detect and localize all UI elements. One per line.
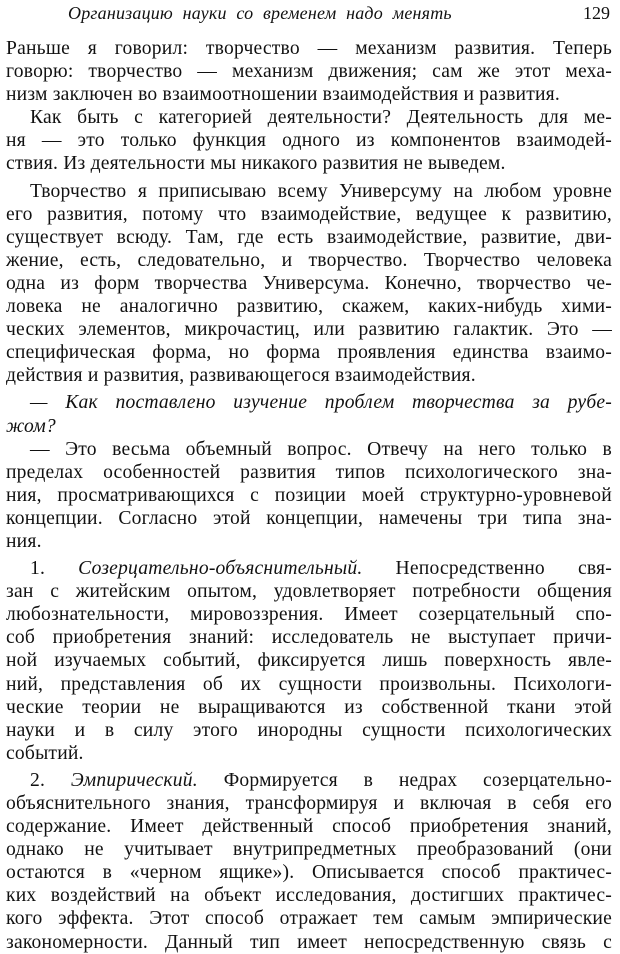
- item-first-line: Формируется в недрах созерцательно-: [223, 769, 612, 791]
- running-header: [6, 0, 612, 36]
- text-line: ний, представления об их сущности произвольны. Психологи-: [6, 673, 612, 695]
- paragraph-2: [6, 106, 612, 175]
- running-title: Организацию науки со временем надо менять: [68, 3, 452, 23]
- text-line: ловека не аналогично развитию, скажем, каких-нибудь хими-: [6, 296, 612, 318]
- text-line: содержание. Имеет действенный способ приобретения знаний,: [6, 816, 612, 838]
- text-line: зан с житейским опытом, удовлетворяет потребности общения: [6, 581, 612, 603]
- paragraph-3: [6, 180, 612, 388]
- text-line: ких воздействий на объект исследования, достигших практичес-: [6, 885, 612, 907]
- text-line: его развития, потому что взаимодействие, ведущее к развитию,: [6, 203, 612, 225]
- text-line: — Это весьма объемный вопрос. Отвечу на него только в: [30, 438, 612, 460]
- text-line: любознательности, мировоззрения. Имеет созерцательный спо-: [6, 604, 612, 626]
- text-line: Творчество я приписываю всему Универсуму на любом уровне: [30, 180, 612, 202]
- text-line: кого эффекта. Этот способ отражает тем самым эмпирические: [6, 908, 612, 930]
- text-line: ня — это только функция одного из компонентов взаимодей-: [6, 130, 612, 152]
- page-number: 129: [583, 3, 610, 23]
- item-term: Созерцательно-объяснительный.: [78, 558, 363, 580]
- text-line: соб приобретения знаний: исследователь не выступает причи-: [6, 627, 612, 649]
- text-line: остаются в «черном ящике»). Описывается способ практичес-: [6, 862, 612, 884]
- text-line: пределах особенностей развития типов психологического зна-: [6, 461, 612, 483]
- text-line: ческих элементов, микрочастиц, или развитию галактик. Это —: [6, 319, 612, 341]
- interview-question: [6, 391, 612, 437]
- text-line: закономерности. Данный тип имеет непосредственную связь с: [6, 931, 612, 953]
- item-term: Эмпирический.: [70, 769, 198, 791]
- interview-answer: [6, 438, 612, 553]
- book-page: [6, 0, 612, 953]
- text-line: низм заключен во взаимоотношении взаимодействия и развития.: [6, 84, 560, 106]
- text-line: говорю: творчество — механизм движения; сам же этот меха-: [6, 61, 612, 83]
- text-line: жение, есть, следовательно, и творчество. Творчество человека: [6, 249, 612, 271]
- text-line: жом?: [6, 415, 56, 437]
- item-first-line: Непосредственно свя-: [395, 558, 612, 580]
- item-number: 2.: [30, 769, 46, 791]
- text-line: ствия. Из деятельности мы никакого развития не выведем.: [6, 153, 506, 175]
- text-line: [6, 769, 612, 792]
- text-line: Как быть с категорией деятельности? Деятельность для ме-: [30, 107, 612, 129]
- text-line: — Как поставлено изучение проблем творчества за рубе-: [30, 392, 612, 414]
- text-line: ной изучаемых событий, фиксируется лишь поверхность явле-: [6, 650, 612, 672]
- text-line: действия и развития, развивающегося взаимодействия.: [6, 365, 476, 387]
- text-line: ческие теории не выращиваются из собственной ткани этой: [6, 696, 612, 718]
- item-number: 1.: [30, 558, 46, 580]
- paragraph-1: [6, 37, 612, 106]
- list-item-2: [6, 769, 612, 954]
- text-line: науки и в силу этого инородны сущности психологических: [6, 719, 612, 741]
- text-line: событий.: [6, 742, 84, 764]
- text-line: ния.: [6, 530, 42, 552]
- text-line: ния, просматривающихся с позиции моей структурно-уровневой: [6, 484, 612, 506]
- text-line: концепции. Согласно этой концепции, намечены три типа зна-: [6, 507, 612, 529]
- text-line: объяснительного знания, трансформируя и включая в себя его: [6, 793, 612, 814]
- text-line: существует всюду. Там, где есть взаимодействие, развитие, дви-: [6, 226, 612, 248]
- text-line: [6, 557, 612, 580]
- body-text: [6, 37, 612, 954]
- text-line: специфическая форма, но форма проявления единства взаимо-: [6, 342, 612, 364]
- text-line: Раньше я говорил: творчество — механизм развития. Теперь: [6, 38, 612, 59]
- list-item-1: [6, 557, 612, 765]
- text-line: одна из форм творчества Универсума. Конечно, творчество че-: [6, 272, 612, 294]
- text-line: однако не учитывает внутрипредметных преобразований (они: [6, 839, 612, 861]
